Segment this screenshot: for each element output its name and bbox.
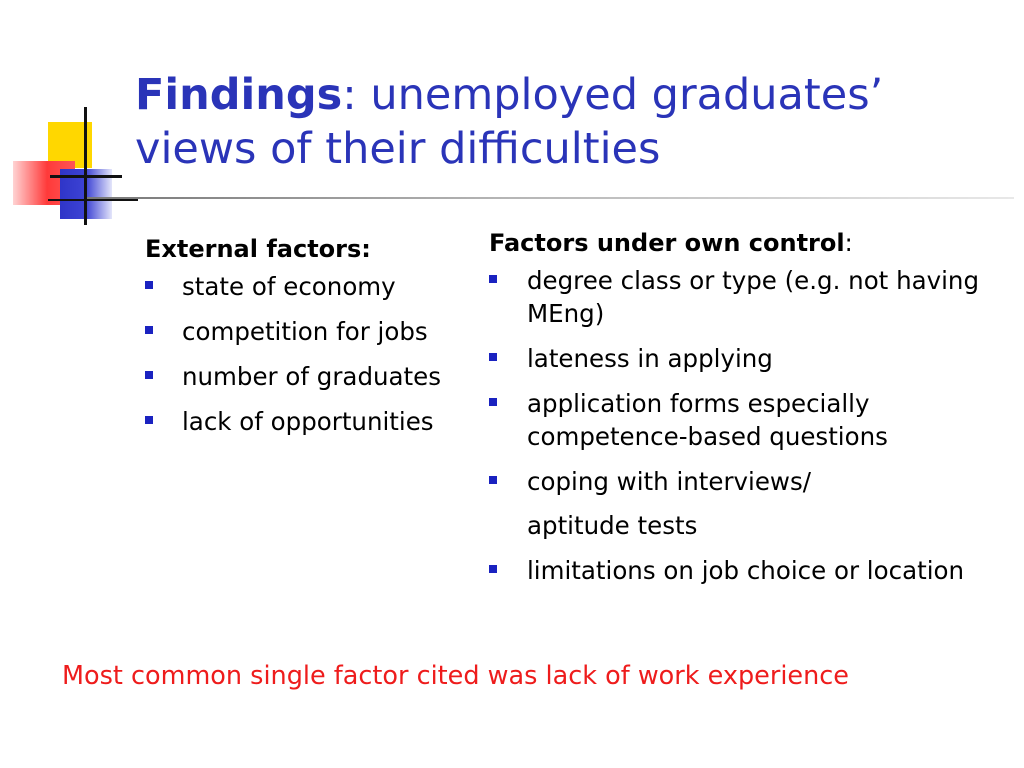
own-control-heading-bold: Factors under own control [489, 229, 845, 257]
own-control-list [489, 264, 1009, 587]
list-item-text: state of economy [182, 272, 396, 301]
own-control-factors-column [489, 226, 1009, 599]
list-item-text: lack of opportunities [182, 407, 434, 436]
list-item [489, 554, 1009, 587]
square-bullet-icon [145, 326, 153, 334]
title-rest: : unemployed graduates’ views of their difficulties [135, 70, 884, 174]
external-factors-list [145, 270, 495, 438]
list-item [145, 270, 495, 303]
list-item [489, 342, 1009, 375]
square-bullet-icon [489, 398, 497, 406]
list-item-text: competition for jobs [182, 317, 428, 346]
list-item [145, 315, 495, 348]
square-bullet-icon [489, 275, 497, 283]
list-item-text: lateness in applying [527, 344, 773, 373]
list-item [489, 387, 1009, 453]
external-factors-column [145, 232, 495, 450]
external-factors-heading: External factors: [145, 235, 371, 263]
list-item-text: degree class or type (e.g. not having MEng) [527, 266, 980, 328]
square-bullet-icon [489, 565, 497, 573]
footer-note: Most common single factor cited was lack of work experience [62, 661, 849, 691]
own-control-heading-colon: : [844, 229, 853, 257]
list-item-continuation: aptitude tests [527, 511, 698, 540]
title-bold: Findings [135, 70, 343, 120]
slide-title [135, 68, 1015, 176]
square-bullet-icon [145, 281, 153, 289]
square-bullet-icon [145, 416, 153, 424]
title-underline [87, 197, 1014, 199]
list-item-text: coping with interviews/ [527, 467, 811, 496]
square-bullet-icon [145, 371, 153, 379]
overlapping-squares-decoration [0, 95, 140, 235]
vertical-line [84, 107, 87, 225]
list-item [145, 360, 495, 393]
square-bullet-icon [489, 476, 497, 484]
deco-divider [48, 199, 138, 201]
list-item-text: number of graduates [182, 362, 441, 391]
list-item [145, 405, 495, 438]
list-item-text: application forms especially competence-based questions [527, 389, 888, 451]
horizontal-line [50, 175, 122, 178]
own-control-heading [489, 226, 1009, 260]
square-bullet-icon [489, 353, 497, 361]
list-item [489, 264, 1009, 330]
list-item [489, 465, 1009, 542]
list-item-text: limitations on job choice or location [527, 556, 965, 585]
